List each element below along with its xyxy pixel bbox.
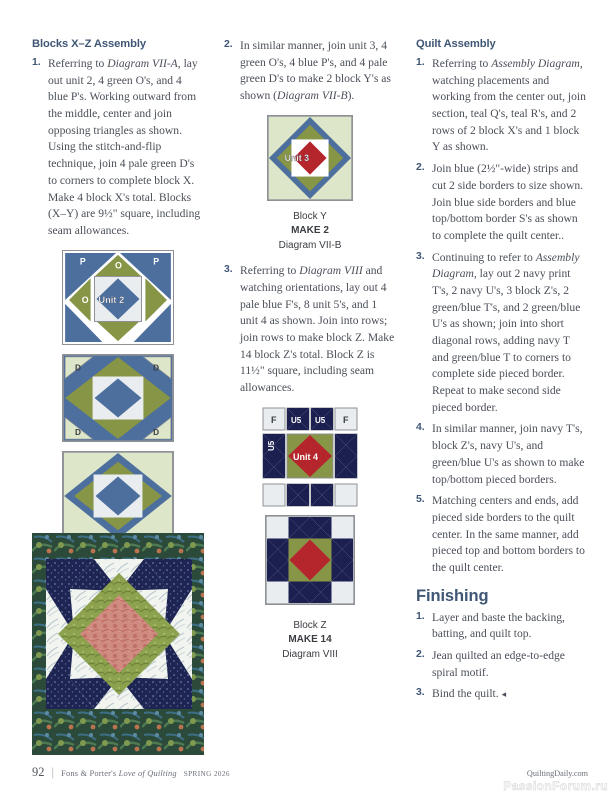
magazine-name: Love of Quilting	[118, 769, 177, 778]
footer-divider: |	[51, 764, 55, 779]
step-text	[432, 251, 580, 414]
step-text-run: Jean quilted an edge-to-edge spiral motif.	[432, 649, 565, 679]
step-text	[432, 649, 565, 679]
left-step-1	[32, 56, 204, 240]
quilt-assembly-heading: Quilt Assembly	[416, 38, 496, 50]
diagram-vii-b-figure	[224, 115, 396, 254]
label-o-top: O	[115, 260, 122, 271]
label-d-tl: D	[75, 362, 81, 373]
step-number: 4.	[416, 422, 425, 434]
u5-unit-r3c2	[287, 484, 309, 506]
finishing-step-2	[416, 648, 588, 681]
quilt-assembly-step-5	[416, 493, 588, 576]
u5-unit-r1c3	[311, 408, 333, 430]
step-text-run: Layer and baste the backing, batting, and quilt top.	[432, 610, 565, 641]
block-z-exploded-diagram	[262, 407, 358, 509]
label-o-left: O	[81, 294, 89, 305]
diagram-reference: Assembly Diagram	[491, 57, 580, 70]
step-number: 3.	[416, 250, 425, 262]
middle-step-3	[224, 263, 396, 397]
finishing-heading: Finishing	[416, 586, 489, 605]
step-text	[432, 422, 584, 485]
finishing-step-1	[416, 610, 588, 643]
block-y-diagram	[267, 115, 353, 201]
label-f-1: F	[271, 414, 277, 425]
quilt-photograph	[32, 533, 204, 755]
quilt-photo-illustration	[32, 533, 204, 755]
block-y-make: MAKE 2	[291, 225, 329, 237]
block-z-make: MAKE 14	[288, 634, 332, 646]
step-text-run: Bind the quilt.	[432, 687, 502, 701]
step-text-run: In similar manner, join navy T's, block Z's, navy U's, and green/blue U's as shown to make top/bottom pieced borders.	[432, 422, 585, 486]
label-unit-3: Unit 3	[284, 152, 310, 163]
issue-date: SPRING 2026	[183, 770, 230, 778]
step-number: 5.	[416, 494, 425, 506]
u5-unit-r2c1	[263, 434, 285, 478]
finishing-steps	[416, 610, 588, 703]
magazine-title	[61, 769, 177, 778]
quilt-assembly-step-2	[416, 161, 588, 244]
unit-4-center	[287, 434, 333, 478]
step-number: 3.	[416, 687, 425, 699]
step-text	[432, 494, 585, 574]
magazine-prefix: Fons & Porter's	[61, 769, 119, 778]
block-x-diagram-stack	[32, 250, 204, 550]
middle-step-2	[224, 38, 396, 105]
label-u5-1: U5	[291, 415, 302, 425]
step-number: 1.	[416, 57, 425, 68]
diagram-reference: Diagram VIII	[299, 264, 363, 278]
label-u5-2: U5	[315, 415, 326, 425]
middle-column	[224, 38, 396, 708]
block-z-caption	[224, 619, 396, 663]
left-steps-list	[32, 56, 204, 240]
label-d-tr: D	[153, 362, 160, 373]
block-z-diagram-label: Diagram VIII	[282, 648, 338, 660]
step-text	[432, 162, 583, 242]
step-number: 2.	[416, 649, 425, 660]
quilt-assembly-step-3	[416, 250, 588, 417]
label-f-2: F	[343, 414, 349, 425]
quilt-assembly-step-1	[416, 56, 588, 156]
page-footer	[32, 764, 588, 780]
block-x-finished-diagram	[62, 451, 174, 541]
right-column	[416, 38, 588, 708]
diagram-reference: Diagram VII-B	[277, 89, 348, 103]
step-text	[432, 611, 565, 641]
step-number: 2.	[416, 162, 425, 174]
step-number: 1.	[416, 610, 425, 622]
step-text-run: Referring to	[432, 57, 492, 70]
step-text-run: Continuing to refer to	[432, 250, 536, 264]
step-text-run: In similar manner, join unit 3, 4 green O's, 4 blue P's, and 4 pale green D's to make 2 block Y's as shown (	[240, 39, 391, 103]
finishing-step-3	[416, 686, 588, 703]
step-text-run: Referring to	[240, 264, 300, 278]
blocks-xz-assembly-heading: Blocks X–Z Assembly	[32, 38, 146, 50]
label-unit-4: Unit 4	[293, 451, 319, 462]
diagram-reference: Assembly Diagram	[432, 250, 580, 281]
step-text	[240, 39, 391, 102]
block-z-name: Block Z	[293, 619, 327, 631]
diagram-viii-figure	[224, 407, 396, 663]
step-number: 1.	[32, 57, 41, 68]
u5-unit-r1c2	[287, 408, 309, 430]
page-number: 92	[32, 765, 45, 779]
step-number: 2.	[224, 39, 233, 50]
end-of-article-marker: ◂	[501, 689, 507, 700]
label-d-br: D	[153, 426, 160, 437]
block-x-stage1-diagram	[62, 250, 174, 345]
step-text	[240, 264, 394, 394]
block-x-stage2-diagram	[62, 354, 174, 442]
step-number: 3.	[224, 264, 233, 276]
middle-steps-list-2	[224, 263, 396, 397]
diagram-reference: Diagram VII-A	[107, 57, 178, 70]
step-text	[432, 57, 586, 153]
step-text-run: Matching centers and ends, add pieced side borders to the quilt center. In the same manner, add pieced top and bottom borders to the quilt center.	[432, 494, 585, 574]
step-text	[432, 687, 506, 700]
quilt-assembly-step-4	[416, 421, 588, 488]
watermark: PassionForum.ru	[503, 779, 608, 793]
u5-unit-r2c3	[335, 434, 357, 478]
step-text-run: , watching placements and working from the center out, join section, teal Q's, teal R's, and 2 rows of 2 block X's and 1 block Y as shown.	[432, 57, 586, 154]
step-text-run: Referring to	[48, 57, 108, 70]
block-z-finished-diagram	[265, 515, 355, 605]
step-text	[48, 57, 200, 237]
label-d-bl: D	[75, 426, 81, 437]
block-y-diagram-label: Diagram VII-B	[278, 239, 342, 251]
label-p-left: P	[79, 256, 86, 267]
step-text-run: and watching orientations, lay out 4 pale blue F's, 8 unit 5's, and 1 unit 4 as shown. Join into rows; join rows to make block Z. Make 14 block Z's total. Block Z is 11½" square, including seam allowances.	[240, 264, 395, 395]
label-u5-3: U5	[267, 440, 276, 451]
label-unit-2: Unit 2	[98, 294, 125, 305]
middle-steps-list	[224, 38, 396, 105]
u5-unit-r3c3	[311, 484, 333, 506]
quilt-assembly-steps	[416, 56, 588, 577]
step-text-run: Join blue (2½"-wide) strips and cut 2 side borders to size shown. Join blue side borders and blue top/bottom border S's as shown to complete the quilt center..	[432, 162, 584, 242]
step-text-run: , lay out 2 navy print T's, 2 navy U's, 3 block Z's, 2 green/blue T's, and 2 green/blue U's as shown; join into short diagonal rows, adding navy T and green/blue T to corners to complete side pieced border. Repeat to make second side pieced border.	[432, 267, 581, 414]
label-p-right: P	[153, 256, 160, 267]
block-y-caption	[224, 210, 396, 254]
step-text-run: ).	[347, 89, 355, 103]
website-url[interactable]: QuiltingDaily.com	[526, 769, 588, 778]
step-text-run: , lay out unit 2, 4 green O's, and 4 blue P's. Working outward from the middle, center and join opposing triangles as shown. Using the stitch-and-flip technique, join 4 pale green D's to corners to complete block X. Make 4 block X's total. Blocks (X–Y) are 9½" square, including seam allowances.	[48, 57, 201, 237]
block-z-diagram-stack	[224, 407, 396, 614]
block-y-name: Block Y	[293, 210, 327, 222]
